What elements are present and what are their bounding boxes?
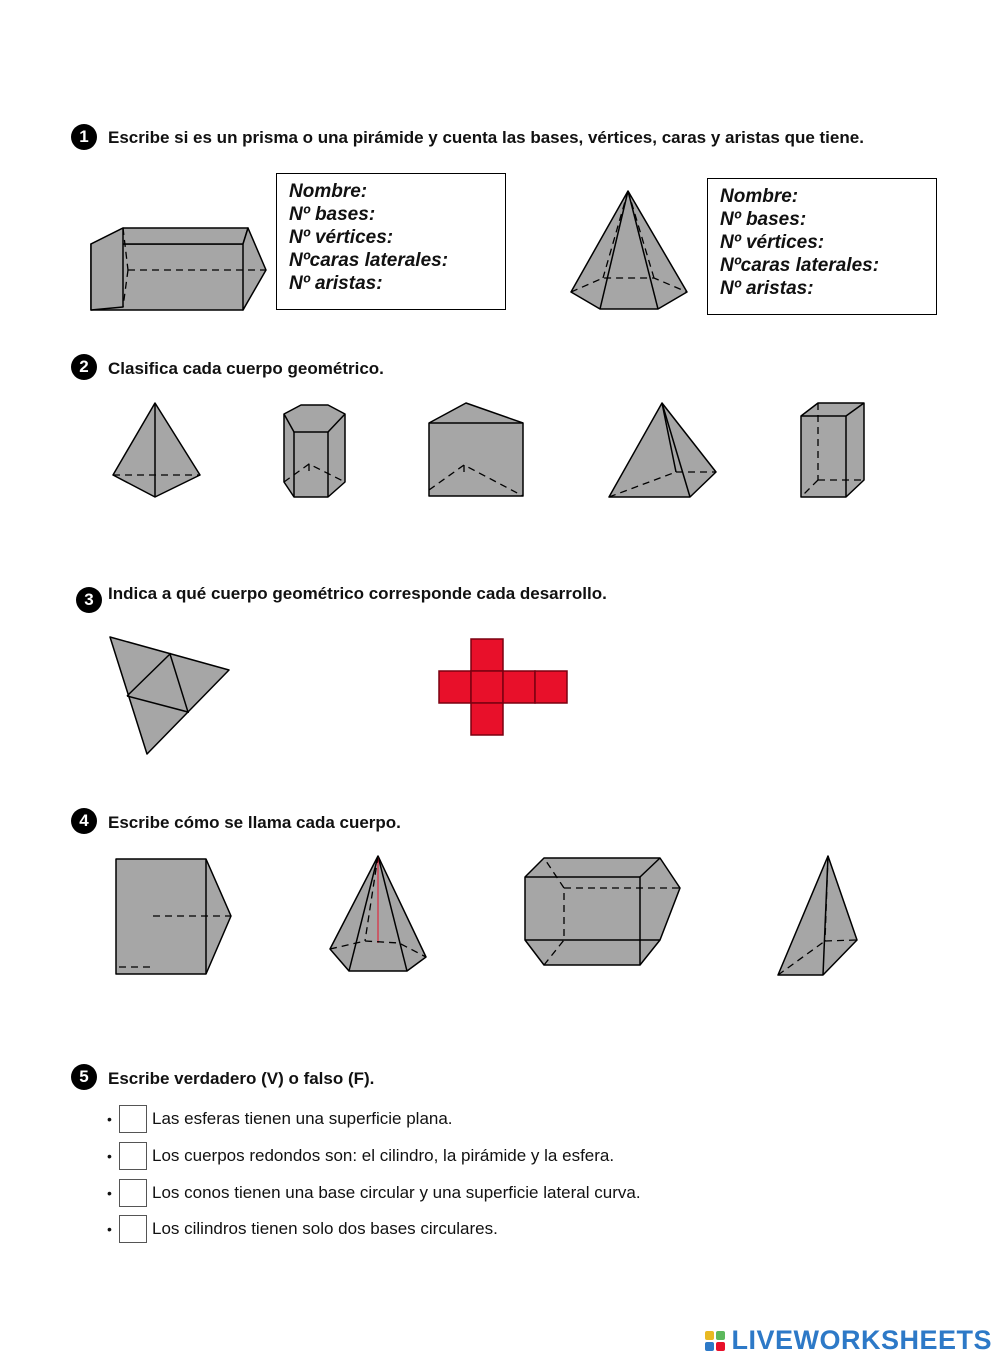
statement-text: Las esferas tienen una superficie plana. bbox=[152, 1109, 453, 1128]
statement-row-2 bbox=[107, 1142, 614, 1170]
statement-text: Los conos tienen una base circular y una superficie lateral curva. bbox=[152, 1183, 641, 1202]
pentagonal-pyramid bbox=[327, 853, 431, 977]
label-bases: Nº bases: bbox=[289, 204, 376, 225]
answer-box-2[interactable] bbox=[119, 1142, 147, 1170]
triangular-prism-side bbox=[113, 856, 237, 980]
bullet: • bbox=[107, 1111, 112, 1127]
answer-box-1[interactable] bbox=[119, 1105, 147, 1133]
label-aristas: Nº aristas: bbox=[720, 278, 814, 299]
statement-text: Los cilindros tienen solo dos bases circulares. bbox=[152, 1219, 498, 1238]
tetrahedron-net bbox=[107, 634, 232, 758]
section-5-title: Escribe verdadero (V) o falso (F). bbox=[108, 1069, 375, 1088]
section-number-3: 3 bbox=[76, 587, 102, 613]
liveworksheets-logo[interactable] bbox=[705, 1325, 992, 1356]
section-number-2: 2 bbox=[71, 354, 97, 380]
rectangular-prism bbox=[798, 400, 868, 500]
answer-box-3[interactable] bbox=[119, 1179, 147, 1207]
square-pyramid bbox=[110, 400, 205, 500]
label-bases: Nº bases: bbox=[720, 209, 807, 230]
section-2-title: Clasifica cada cuerpo geométrico. bbox=[108, 359, 384, 378]
section-number-4: 4 bbox=[71, 808, 97, 834]
bullet: • bbox=[107, 1185, 112, 1201]
cube-net bbox=[438, 637, 570, 737]
statement-text: Los cuerpos redondos son: el cilindro, la pirámide y la esfera. bbox=[152, 1146, 615, 1165]
statement-row-1 bbox=[107, 1105, 453, 1133]
label-nombre: Nombre: bbox=[289, 181, 368, 202]
label-nombre: Nombre: bbox=[720, 186, 799, 207]
section-number-5: 5 bbox=[71, 1064, 97, 1090]
section-1-title: Escribe si es un prisma o una pirámide y cuenta las bases, vértices, caras y aristas que tiene. bbox=[108, 128, 864, 147]
label-caras-laterales: Nºcaras laterales: bbox=[720, 255, 880, 276]
section-3-title: Indica a qué cuerpo geométrico corresponde cada desarrollo. bbox=[108, 584, 607, 603]
answer-box-4[interactable] bbox=[119, 1215, 147, 1243]
triangular-pyramid bbox=[606, 400, 719, 500]
label-vertices: Nº vértices: bbox=[720, 232, 825, 253]
info-box-1[interactable] bbox=[276, 173, 506, 310]
pentagonal-prism bbox=[281, 402, 349, 500]
label-caras-laterales: Nºcaras laterales: bbox=[289, 250, 449, 271]
section-4-title: Escribe cómo se llama cada cuerpo. bbox=[108, 813, 401, 832]
statement-row-4 bbox=[107, 1215, 498, 1243]
triangular-pyramid-tall bbox=[775, 853, 862, 979]
hexagonal-prism-lying bbox=[88, 222, 268, 317]
bullet: • bbox=[107, 1148, 112, 1164]
logo-icon bbox=[705, 1331, 725, 1351]
hexagonal-prism-horizontal bbox=[522, 855, 684, 969]
triangular-prism-front bbox=[426, 400, 528, 500]
statement-row-3 bbox=[107, 1179, 641, 1207]
label-vertices: Nº vértices: bbox=[289, 227, 394, 248]
bullet: • bbox=[107, 1221, 112, 1237]
section-number-1: 1 bbox=[71, 124, 97, 150]
label-aristas: Nº aristas: bbox=[289, 273, 383, 294]
hexagonal-pyramid bbox=[568, 188, 690, 313]
info-box-2[interactable] bbox=[707, 178, 937, 315]
brand-name: LIVEWORKSHEETS bbox=[731, 1325, 992, 1355]
